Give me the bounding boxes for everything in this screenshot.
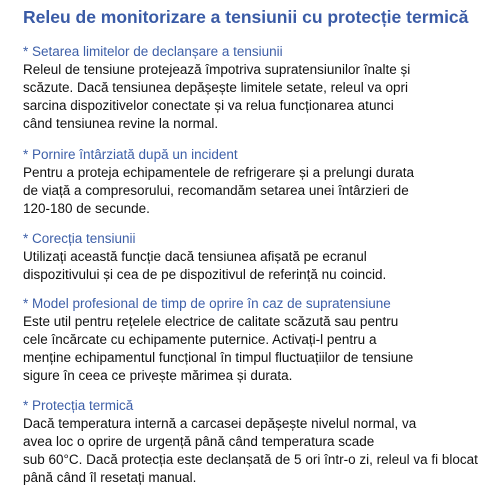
section-text-line: dispozitivului și cea de pe dispozitivul de referință nu coincid. <box>23 267 387 282</box>
section-text-line: Utilizați această funcție dacă tensiunea afișată pe ecranul <box>23 249 367 264</box>
section-heading: * Setarea limitelor de declanșare a tensiunii <box>23 44 283 59</box>
section-text-line: cele încărcate cu echipamente puternice. Activați-l pentru a <box>23 332 377 347</box>
section-text-line: de viață a compresorului, recomandăm setarea unei întârzieri de <box>23 183 409 198</box>
section-thermal-protection <box>23 397 500 487</box>
section-professional-shutdown-mode <box>23 295 500 385</box>
section-voltage-correction <box>23 230 500 284</box>
section-delayed-start <box>23 146 500 218</box>
section-heading: * Pornire întârziată după un incident <box>23 147 238 162</box>
section-text-line: Releul de tensiune protejează împotriva supratensiunilor înalte și <box>23 62 411 77</box>
section-heading: * Protecția termică <box>23 398 134 413</box>
section-text-line: menține echipamentul funcțional în timpul fluctuațiilor de tensiune <box>23 350 414 365</box>
section-text-line: sarcina dispozitivelor conectate și va relua funcționarea atunci <box>23 98 394 113</box>
section-text-line: Dacă temperatura internă a carcasei depășește nivelul normal, va <box>23 416 417 431</box>
section-text-line: avea loc o oprire de urgență până când temperatura scade <box>23 434 375 449</box>
section-heading: * Corecția tensiunii <box>23 231 136 246</box>
section-text-line: până când îl resetați manual. <box>23 470 197 485</box>
section-text-line: Este util pentru rețelele electrice de calitate scăzută sau pentru <box>23 314 399 329</box>
section-text-line: 120-180 de secunde. <box>23 201 150 216</box>
section-voltage-trip-limits <box>23 43 500 133</box>
section-text-line: sub 60°C. Dacă protecția este declanșată de 5 ori într-o zi, releul va fi blocat <box>23 452 478 467</box>
page-title: Releu de monitorizare a tensiunii cu protecție termică <box>23 7 469 27</box>
section-text-line: Pentru a proteja echipamentele de refrigerare și a prelungi durata <box>23 165 414 180</box>
section-text-line: scăzute. Dacă tensiunea depășește limitele setate, releul va opri <box>23 80 408 95</box>
section-text-line: sigure în ceea ce privește mărimea și durata. <box>23 368 293 383</box>
section-heading: * Model profesional de timp de oprire în caz de supratensiune <box>23 296 391 311</box>
section-text-line: când tensiunea revine la normal. <box>23 116 219 131</box>
